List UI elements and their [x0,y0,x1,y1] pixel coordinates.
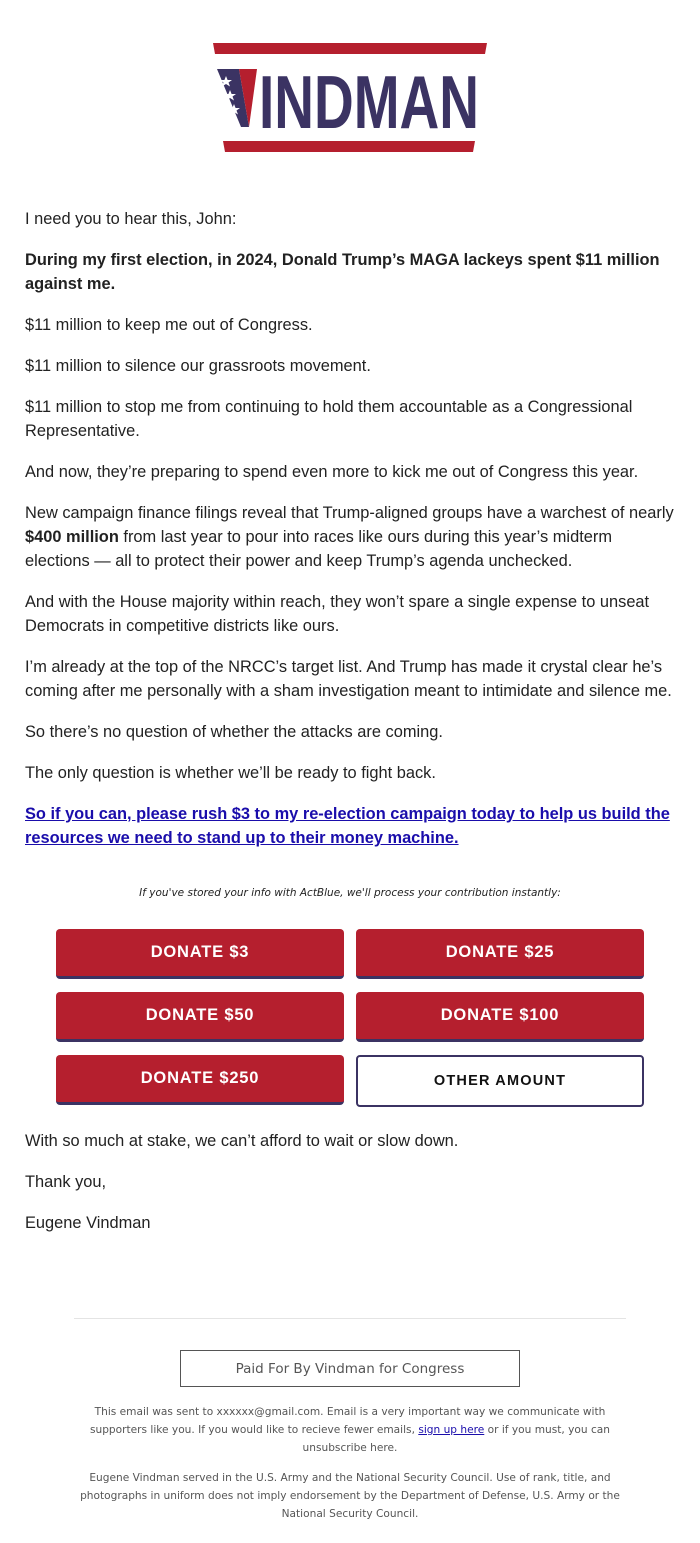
paragraph-1: $11 million to keep me out of Congress. [25,316,313,334]
paragraph-2: $11 million to silence our grassroots movement. [25,357,371,375]
footer-notice-before: This email was sent to xxxxxx@gmail.com. Email is a very important way we communicate with supporters like you. If you would like to recieve fewer emails, [89,1406,606,1436]
footer-disclaimer: Eugene Vindman served in the U.S. Army and the National Security Council. Use of rank, title, and photographs in uniform does not imply endorsement by the Department of Defense, U.S. Army or the National Security Council. [80,1472,620,1520]
p5-after: from last year to pour into races like ours during this year’s midterm elections — all to protect their power and keep Trump’s agenda unchecked. [25,528,612,570]
email-body [25,207,680,867]
paragraph-5 [25,501,680,573]
bold-intro: During my first election, in 2024, Donald Trump’s MAGA lackeys spent $11 million against me. [25,251,660,293]
paragraph-4: And now, they’re preparing to spend even more to kick me out of Congress this year. [25,463,639,481]
paragraph-7: I’m already at the top of the NRCC’s target list. And Trump has made it crystal clear he’s coming after me personally with a sham investigation meant to intimidate and silence me. [25,658,672,700]
p5-before: New campaign finance filings reveal that Trump-aligned groups have a warchest of nearly [25,504,674,522]
paragraph-6: And with the House majority within reach, they won’t spare a single expense to unseat Democrats in competitive districts like ours. [25,593,650,635]
donate-25-button[interactable]: DONATE $25 [356,929,644,979]
footer-email-notice [75,1403,625,1457]
p5-bold-amount: $400 million [25,528,119,546]
other-amount-button[interactable]: OTHER AMOUNT [356,1055,644,1107]
closing [25,1129,680,1252]
signature: Eugene Vindman [25,1214,151,1232]
actblue-note: If you've stored your info with ActBlue, we'll process your contribution instantly: [139,887,561,899]
donate-100-button[interactable]: DONATE $100 [356,992,644,1042]
cta-donate-link[interactable]: So if you can, please rush $3 to my re-election campaign today to help us build the resources we need to stand up to their money machine. [25,805,670,847]
closing-line: With so much at stake, we can’t afford to wait or slow down. [25,1132,459,1150]
cta-paragraph [25,802,680,850]
signup-link[interactable]: sign up here [418,1424,485,1436]
paragraph-3: $11 million to stop me from continuing to hold them accountable as a Congressional Representative. [25,398,633,440]
donate-3-button[interactable]: DONATE $3 [56,929,344,979]
thank-you: Thank you, [25,1173,107,1191]
footer-notice-after: or if you must, you can unsubscribe here. [302,1424,611,1454]
paragraph-8: So there’s no question of whether the attacks are coming. [25,723,443,741]
greeting: I need you to hear this, John: [25,210,237,228]
paragraph-9: The only question is whether we’ll be ready to fight back. [25,764,436,782]
vindman-logo [213,43,487,154]
logo-wordmark: INDMAN [259,60,479,144]
donate-50-button[interactable]: DONATE $50 [56,992,344,1042]
paid-for-box: Paid For By Vindman for Congress [180,1350,520,1387]
donate-250-button[interactable]: DONATE $250 [56,1055,344,1105]
footer-divider [74,1318,626,1319]
